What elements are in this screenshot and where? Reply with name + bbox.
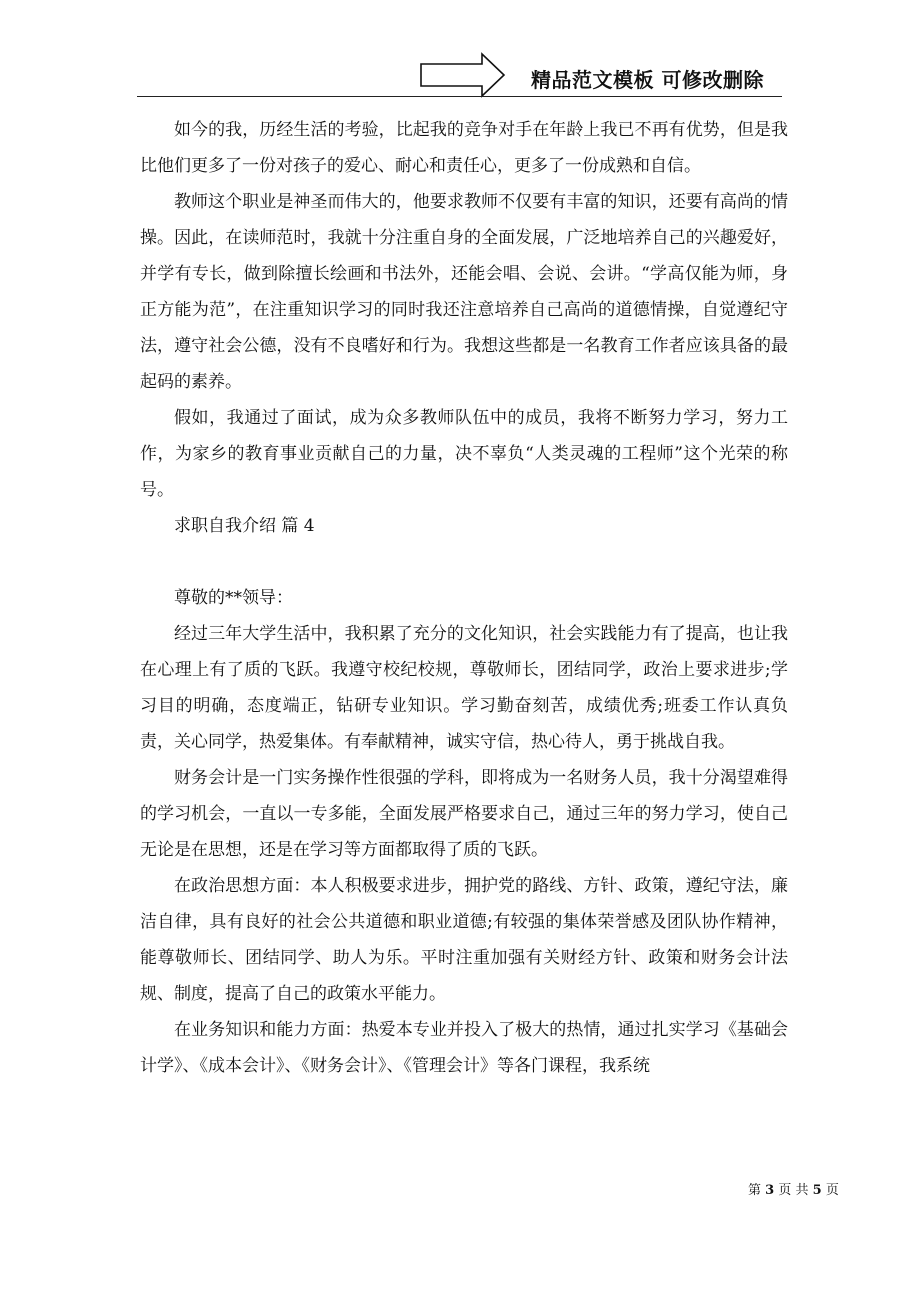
blank-line: [140, 544, 788, 580]
document-body: [140, 112, 788, 1084]
page-prefix: 第: [748, 1183, 762, 1198]
total-pages: 5: [812, 1183, 822, 1198]
paragraph-4: 经过三年大学生活中，我积累了充分的文化知识，社会实践能力有了提高，也让我在心理上有了质的飞跃。我遵守校纪校规，尊敬师长，团结同学，政治上要求进步;学习目的明确，态度端正，钻研专业知识。学习勤奋刻苦，成绩优秀;班委工作认真负责，关心同学，热爱集体。有奉献精神，诚实守信，热心待人，勇于挑战自我。: [140, 624, 788, 752]
section-heading: 求职自我介绍 篇 4: [174, 516, 315, 536]
page-suffix: 页: [825, 1183, 839, 1198]
arrow-right-icon: [420, 52, 506, 98]
header-divider: [137, 96, 782, 97]
salutation: 尊敬的**领导：: [174, 588, 293, 608]
header-title: 精品范文模板 可修改删除: [531, 68, 764, 92]
paragraph-6: 在政治思想方面：本人积极要求进步，拥护党的路线、方针、政策，遵纪守法，廉洁自律，具有良好的社会公共道德和职业道德;有较强的集体荣誉感及团队协作精神，能尊敬师长、团结同学、助人为乐。平时注重加强有关财经方针、政策和财务会计法规、制度，提高了自己的政策水平能力。: [140, 876, 788, 1004]
paragraph-7: 在业务知识和能力方面：热爱本专业并投入了极大的热情，通过扎实学习《基础会计学》、《成本会计》、《财务会计》、《管理会计》等各门课程，我系统: [140, 1020, 788, 1076]
page-middle: 页 共: [778, 1183, 809, 1198]
page-number: [748, 1179, 839, 1198]
paragraph-2: 教师这个职业是神圣而伟大的，他要求教师不仅要有丰富的知识，还要有高尚的情操。因此，在读师范时，我就十分注重自身的全面发展，广泛地培养自己的兴趣爱好，并学有专长，做到除擅长绘画和书法外，还能会唱、会说、会讲。“学高仅能为师，身正方能为范”，在注重知识学习的同时我还注意培养自己高尚的道德情操，自觉遵纪守法，遵守社会公德，没有不良嗜好和行为。我想这些都是一名教育工作者应该具备的最起码的素养。: [140, 192, 788, 392]
current-page: 3: [765, 1183, 775, 1198]
paragraph-3: 假如，我通过了面试，成为众多教师队伍中的成员，我将不断努力学习，努力工作，为家乡的教育事业贡献自己的力量，决不辜负“人类灵魂的工程师”这个光荣的称号。: [140, 408, 788, 500]
paragraph-5: 财务会计是一门实务操作性很强的学科，即将成为一名财务人员，我十分渴望难得的学习机会，一直以一专多能，全面发展严格要求自己，通过三年的努力学习，使自己无论是在思想，还是在学习等方面都取得了质的飞跃。: [140, 768, 788, 860]
paragraph-1: 如今的我，历经生活的考验，比起我的竞争对手在年龄上我已不再有优势，但是我比他们更多了一份对孩子的爱心、耐心和责任心，更多了一份成熟和自信。: [140, 120, 788, 176]
